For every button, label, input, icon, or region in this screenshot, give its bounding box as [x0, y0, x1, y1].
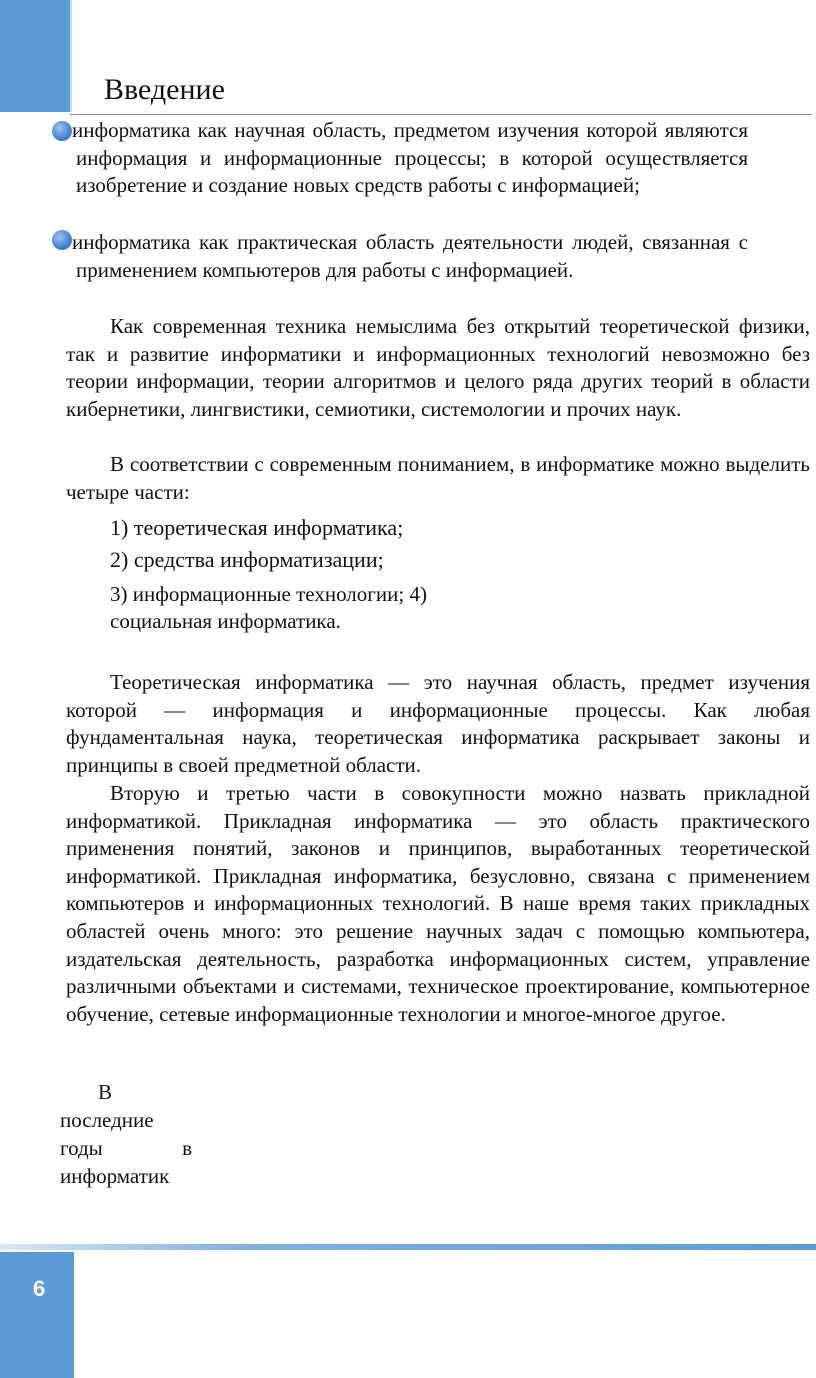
- page-title: Введение: [104, 73, 225, 106]
- paragraph-3: Теоретическая информатика — это научная область, предмет изучения которой — информация и информационные процессы. Как любая фундаментальная наука, теоретическая информатика раскрывает законы и принципы в своей предметной области.: [66, 670, 810, 777]
- title-divider: [70, 114, 812, 115]
- part-2: 2) средства информатизации;: [110, 547, 384, 572]
- top-blue-tab: [0, 0, 72, 112]
- fragment-line-3: годы в: [60, 1136, 192, 1160]
- fragment-line-2: последние: [60, 1108, 154, 1132]
- bullet-dot-icon: [52, 121, 72, 141]
- bullet-item-2: информатика как практическая область деятельности людей, связанная с применением компьютеров для работы с информацией.: [72, 230, 748, 282]
- page-number: 6: [33, 1276, 46, 1301]
- bullet-dot-icon: [52, 230, 72, 250]
- paragraph-1: Как современная техника немыслима без открытий теоретической физики, так и развитие информатики и информационных технологий невозможно без теории информации, теории алгоритмов и целого ряда других теорий в области кибернетики, лингвистики, семиотики, системологии и прочих наук.: [66, 314, 810, 421]
- bullet-item-1: информатика как научная область, предметом изучения которой являются информация и информационные процессы; в которой осуществляется изобретение и создание новых средств работы с информацией;: [72, 118, 748, 198]
- paragraph-4: Вторую и третью части в совокупности можно назвать прикладной информатикой. Прикладная информатика — это область практического применения понятий, законов и принципов, выработанных теоретической информатикой. Прикладная информатика, безусловно, связана с применением компьютеров и информационных технологий. В наше время таких прикладных областей очень много: это решение научных задач с помощью компьютера, издательская деятельность, разработка информационных систем, управление различными объектами и системами, техническое проектирование, компьютерное обучение, сетевые информационные технологии и многое-многое другое.: [66, 781, 810, 1026]
- part-3: 3) информационные технологии; 4): [110, 582, 427, 606]
- paragraph-2: В соответствии с современным пониманием, в информатике можно выделить четыре части:: [66, 452, 810, 504]
- footer-page-box: [0, 1252, 74, 1378]
- fragment-line-4: информатик: [60, 1164, 170, 1188]
- footer-band: [0, 1244, 816, 1250]
- part-1: 1) теоретическая информатика;: [110, 515, 404, 540]
- fragment-line-1: В: [98, 1080, 113, 1104]
- part-4: социальная информатика.: [110, 609, 341, 633]
